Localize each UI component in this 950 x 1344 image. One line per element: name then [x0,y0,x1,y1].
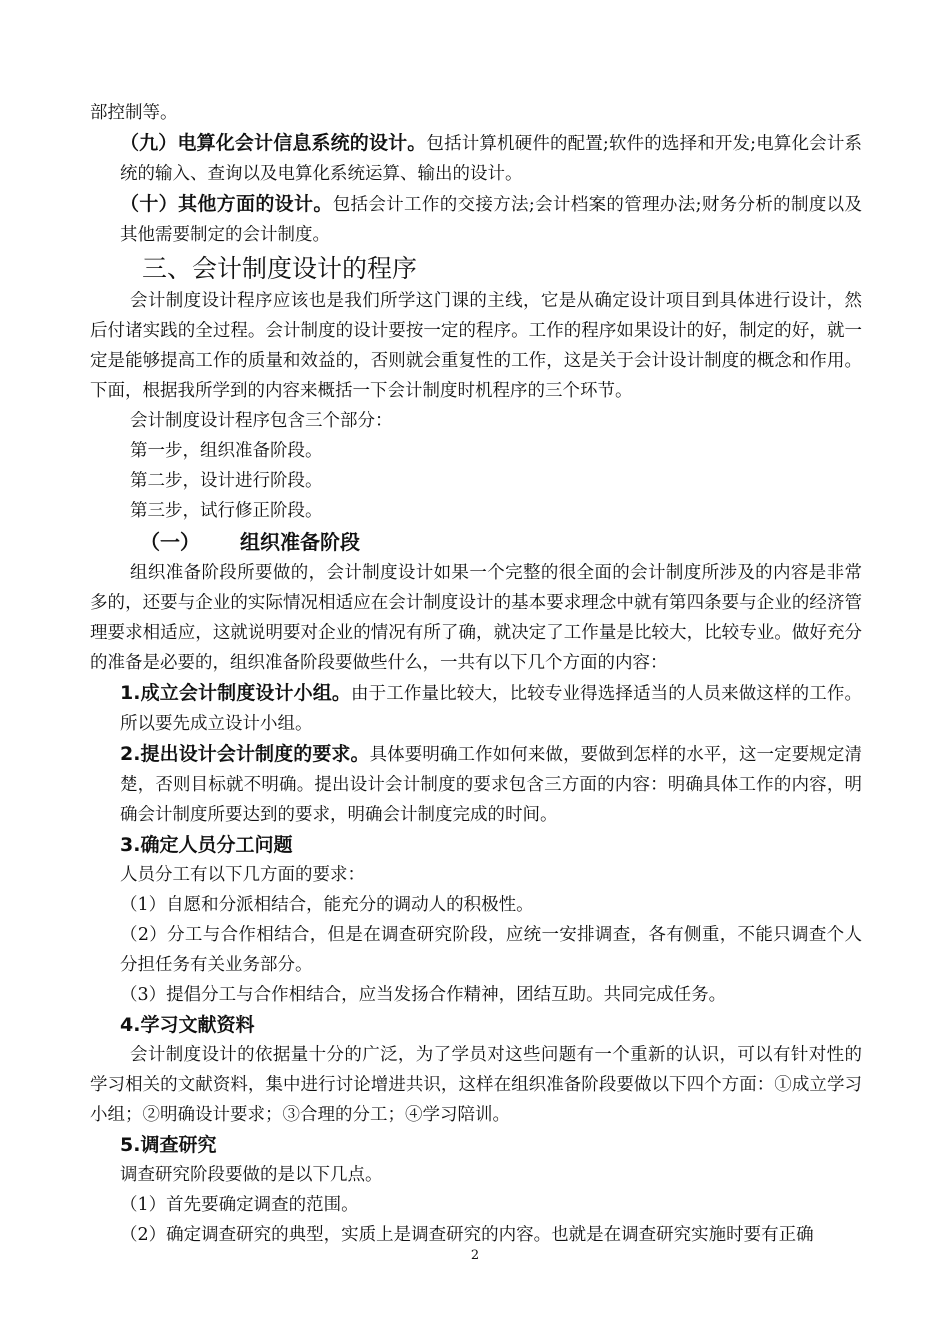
item-9-text: 包括计算机硬件的配置;软件的选择和开发;电算化会计系统的输入、查询以及电算化系统运算、输出的设计。 [120,134,862,184]
step-1: 第一步，组织准备阶段。 [130,441,323,461]
item-10-heading: （十）其他方面的设计。 [120,193,333,215]
point-5-item-1: （1）首先要确定调查的范围。 [120,1195,359,1215]
point-1-heading: 1.成立会计制度设计小组。 [120,682,351,704]
point-5-item-2: （2）确定调查研究的典型，实质上是调查研究的内容。也就是在调查研究实施时要有正确 [120,1225,814,1245]
section-3-intro: 会计制度设计程序应该也是我们所学这门课的主线，它是从确定设计项目到具体进行设计，然后付诸实践的全过程。会计制度的设计要按一定的程序。工作的程序如果设计的好，制定的好，就一定是能够提高工作的质量和效益的，否则就会重复性的工作，这是关于会计设计制度的概念和作用。下面，根据我所学到的内容来概括一下会计制度时机程序的三个环节。 [90,291,862,401]
point-5-intro: 调查研究阶段要做的是以下几点。 [120,1165,383,1185]
subsection-1-text: 组织准备阶段所要做的，会计制度设计如果一个完整的很全面的会计制度所涉及的内容是非常多的，还要与企业的实际情况相适应在会计制度设计的基本要求理念中就有第四条要与企业的经济管理要求相适应，这就说明要对企业的情况有所了确，就决定了工作量是比较大，比较专业。做好充分的准备是必要的，组织准备阶段要做些什么，一共有以下几个方面的内容： [90,563,862,673]
point-2-text: 具体要明确工作如何来做，要做到怎样的水平，这一定要规定清楚，否则目标就不明确。提出设计会计制度的要求包含三方面的内容：明确具体工作的内容，明确会计制度所要达到的要求，明确会计制度完成的时间。 [120,745,862,825]
point-1-paragraph [90,678,862,739]
section-3-parts: 会计制度设计程序包含三个部分： [130,411,393,431]
subsection-1-title [90,526,862,558]
paragraph-continued: 部控制等。 [90,103,178,123]
point-3-item-3: （3）提倡分工与合作相结合，应当发扬合作精神，团结互助。共同完成任务。 [120,985,727,1005]
item-9-paragraph [90,128,862,189]
item-10-text: 包括会计工作的交接方法;会计档案的管理办法;财务分析的制度以及其他需要制定的会计制度。 [120,195,862,245]
subsection-1-number: （一） [140,530,200,554]
item-10-paragraph [90,189,862,250]
point-4-heading: 4.学习文献资料 [120,1014,255,1036]
item-9-heading: （九）电算化会计信息系统的设计。 [120,132,427,154]
step-3: 第三步，试行修正阶段。 [130,501,323,521]
subsection-1-label: 组织准备阶段 [240,530,360,554]
point-2-heading: 2.提出设计会计制度的要求。 [120,743,370,765]
step-2: 第二步，设计进行阶段。 [130,471,323,491]
point-3-heading: 3.确定人员分工问题 [120,834,293,856]
page-number: 2 [470,1248,480,1263]
point-3-item-2: （2）分工与合作相结合，但是在调查研究阶段，应统一安排调查，各有侧重，不能只调查个人分担任务有关业务部分。 [120,925,862,975]
page-content [90,98,862,1250]
point-3-item-1: （1）自愿和分派相结合，能充分的调动人的积极性。 [120,895,534,915]
point-2-paragraph [90,739,862,830]
point-4-text: 会计制度设计的依据量十分的广泛，为了学员对这些问题有一个重新的认识，可以有针对性的学习相关的文献资料，集中进行讨论增进共识，这样在组织准备阶段要做以下四个方面：①成立学习小组；②明确设计要求；③合理的分工；④学习陪训。 [90,1045,862,1125]
point-1-text: 由于工作量比较大，比较专业得选择适当的人员来做这样的工作。所以要先成立设计小组。 [120,684,862,734]
point-3-intro: 人员分工有以下几方面的要求： [120,865,365,885]
section-3-title: 三、会计制度设计的程序 [142,254,418,283]
point-5-heading: 5.调查研究 [120,1134,217,1156]
